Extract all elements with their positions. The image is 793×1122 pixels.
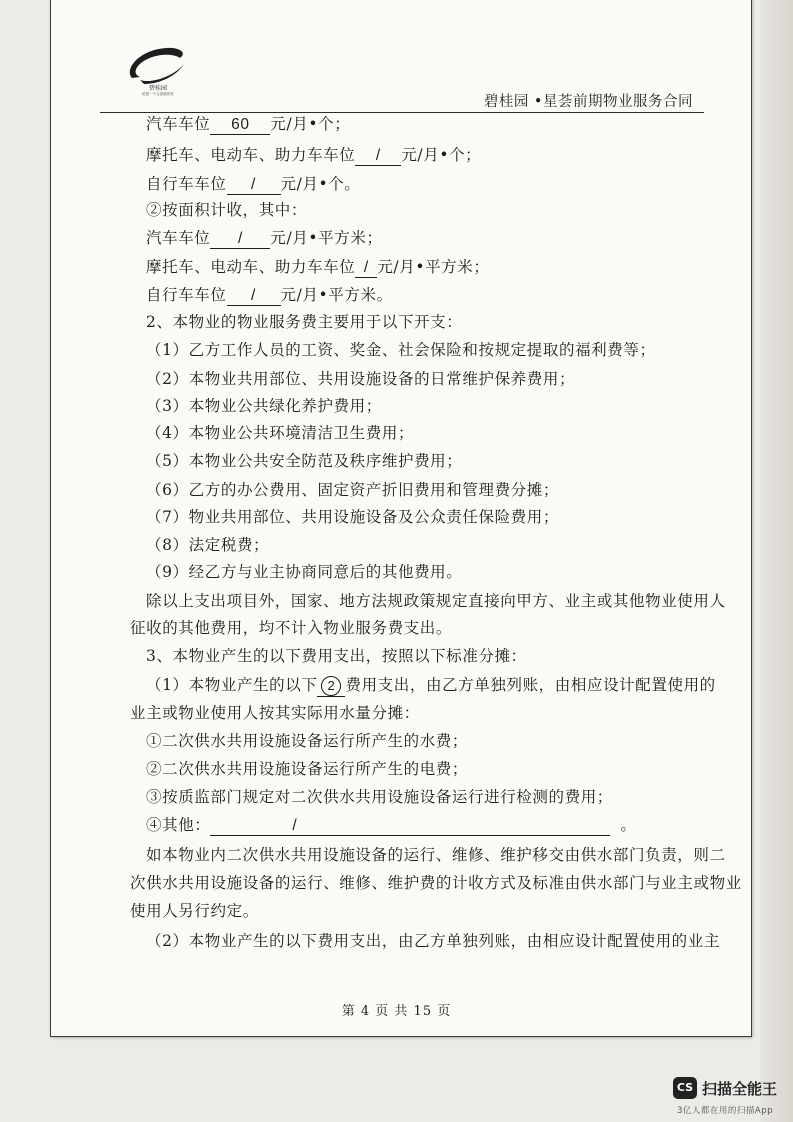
fee-line-motorbike-per-area: 摩托车、电动车、助力车车位 / 元/月•平方米；: [146, 258, 490, 276]
motorbike-fee-value: /: [355, 147, 401, 166]
water-cost-item-3: ③按质监部门规定对二次供水共用设施设备运行进行检测的费用；: [146, 788, 613, 806]
car-fee-value: 60: [210, 116, 270, 135]
scanner-watermark: [673, 1077, 777, 1099]
area-based-heading: ②按面积计收，其中：: [146, 201, 308, 219]
fee-line-car-per-area: 汽车车位 / 元/月•平方米；: [146, 229, 383, 247]
water-cost-item-other: ④其他： / 。: [146, 816, 637, 834]
expense-item-6: （6）乙方的办公费用、固定资产折旧费用和管理费分摊；: [146, 481, 559, 499]
car-area-fee-value: /: [210, 230, 270, 249]
expense-item-8: （8）法定税费；: [146, 536, 270, 554]
bicycle-area-fee-value: /: [227, 287, 281, 306]
scan-background-edge: [760, 0, 793, 1122]
expense-item-9: （9）经乙方与业主协商同意后的其他费用。: [146, 563, 463, 581]
paragraph-water-handover-line2: 次供水共用设施设备的运行、维修、维护费的计收方式及标准由供水部门与业主或物业: [130, 874, 742, 892]
allocation-item-1-line2: 业主或物业使用人按其实际用水量分摊：: [130, 704, 420, 722]
expense-item-5: （5）本物业公共安全防范及秩序维护费用；: [146, 452, 463, 470]
fee-line-car-per-unit: 汽车车位 60 元/月•个；: [146, 115, 351, 133]
logo-brand-text: 碧桂园: [148, 85, 168, 92]
fee-line-motorbike-per-unit: 摩托车、电动车、助力车车位 / 元/月•个；: [146, 146, 482, 164]
other-fee-value: /: [210, 817, 610, 836]
allocation-item-2-line1: （2）本物业产生的以下费用支出，由乙方单独列账，由相应设计配置使用的业主: [146, 932, 720, 950]
logo-slogan-text: 给您一个五星级的家: [142, 92, 174, 96]
paragraph-exclusions-line1: 除以上支出项目外，国家、地方法规政策规定直接向甲方、业主或其他物业使用人: [146, 592, 726, 610]
water-cost-item-1: ①二次供水共用设施设备运行所产生的水费；: [146, 732, 469, 750]
expense-item-2: （2）本物业共用部位、共用设施设备的日常维护保养费用；: [146, 370, 576, 388]
expense-item-3: （3）本物业公共绿化养护费用；: [146, 397, 382, 415]
paragraph-exclusions-line2: 征收的其他费用，均不计入物业服务费支出。: [130, 619, 453, 637]
scanner-app-name: 扫描全能王: [701, 1079, 777, 1098]
paragraph-water-handover-line3: 使用人另行约定。: [130, 902, 259, 920]
expense-item-4: （4）本物业公共环境清洁卫生费用；: [146, 424, 415, 442]
bicycle-fee-value: /: [227, 176, 281, 195]
expense-item-7: （7）物业共用部位、共用设施设备及公众责任保险费用；: [146, 508, 559, 526]
scanner-tagline: 3亿人都在用的扫描App: [676, 1106, 773, 1116]
company-logo-icon: [118, 40, 198, 96]
page-number: 第 4 页 共 15 页: [341, 1004, 452, 1019]
section-2-heading: 2、本物业的物业服务费主要用于以下开支：: [146, 313, 463, 331]
section-3-heading: 3、本物业产生的以下费用支出，按照以下标准分摊：: [146, 647, 527, 665]
expense-item-1: （1）乙方工作人员的工资、奖金、社会保险和按规定提取的福利费等；: [146, 341, 656, 359]
camscanner-icon: CS: [673, 1077, 697, 1099]
fee-line-bicycle-per-area: 自行车车位 / 元/月•平方米。: [146, 286, 393, 304]
header-divider: [100, 112, 704, 113]
fee-line-bicycle-per-unit: 自行车车位 / 元/月•个。: [146, 175, 361, 193]
motorbike-area-fee-value: /: [355, 259, 377, 278]
paragraph-water-handover-line1: 如本物业内二次供水共用设施设备的运行、维修、维护移交由供水部门负责，则二: [146, 846, 726, 864]
allocation-item-1-line1: （1）本物业产生的以下 2 费用支出，由乙方单独列账，由相应设计配置使用的: [146, 675, 716, 697]
document-header-title: 碧桂园 •星荟前期物业服务合同: [483, 94, 693, 110]
water-cost-item-2: ②二次供水共用设施设备运行所产生的电费；: [146, 760, 469, 778]
circled-number: 2: [321, 676, 341, 696]
